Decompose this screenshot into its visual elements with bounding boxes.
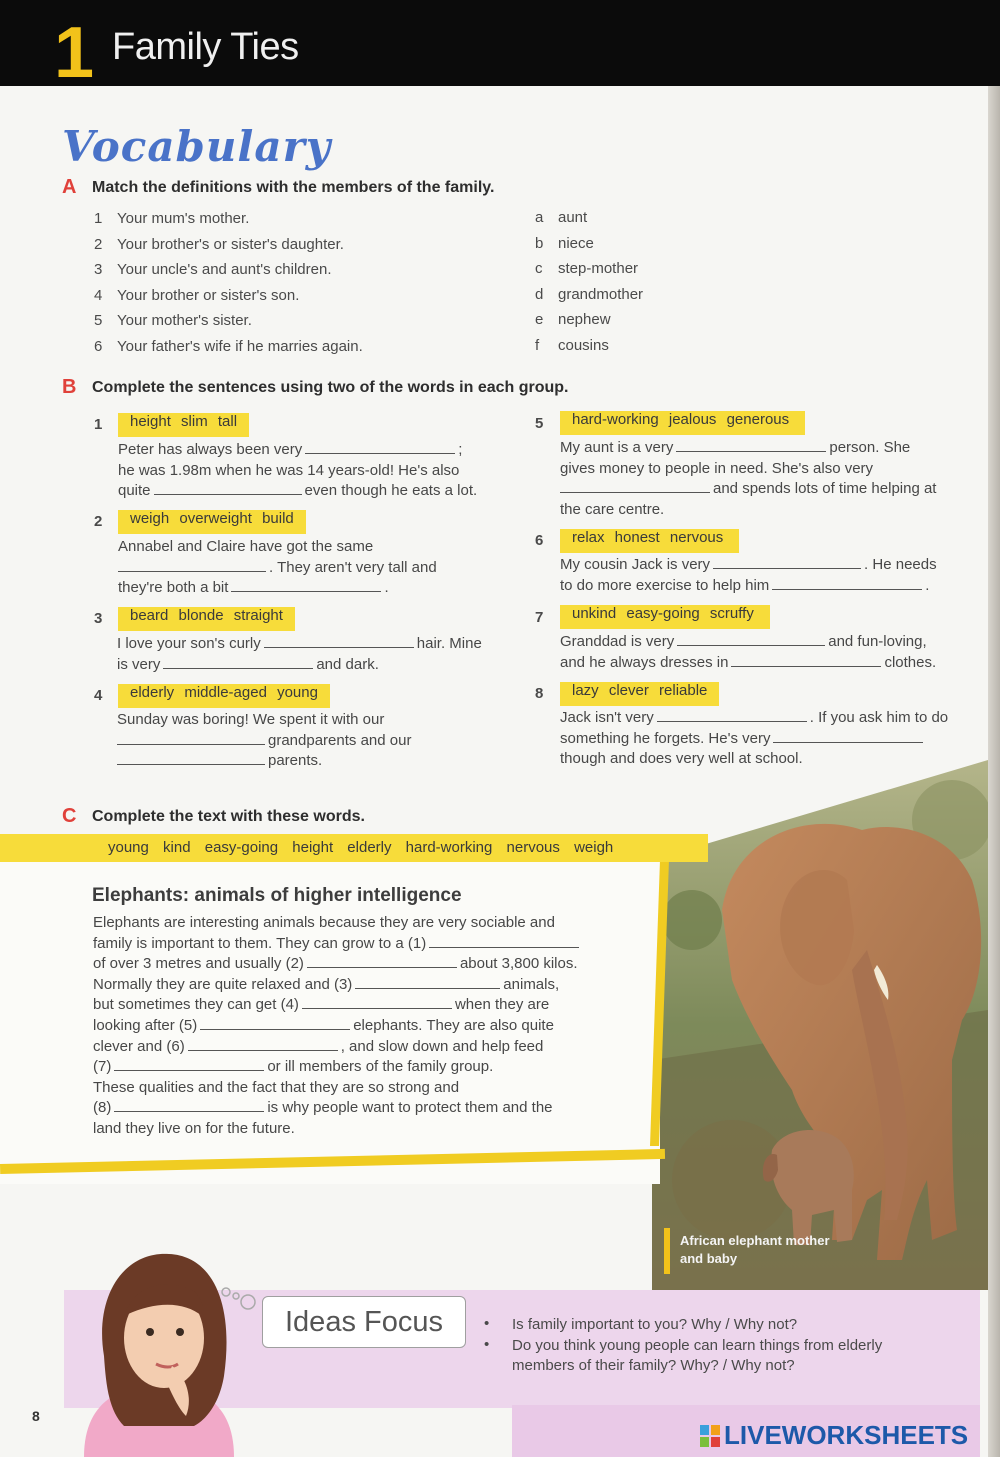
caption-bracket [664,1228,670,1274]
answer-letter: b [535,234,544,252]
answer-blank[interactable] [264,636,414,648]
b-word-group: elderly middle-aged young [118,684,330,708]
article-text-span: or ill members of the family group. [267,1058,494,1076]
definition-text: Your uncle's and aunt's children. [117,261,332,279]
answer-blank[interactable] [713,557,861,569]
b-word-group: lazy clever reliable [560,682,719,706]
b-text: . If you ask him to do [809,709,949,726]
b-text: is very [117,655,161,673]
article-text-span: is why people want to protect them and the [267,1099,553,1117]
b-text: parents. [268,752,323,769]
definition-text: Your brother's or sister's daughter. [117,235,344,253]
b-item-number: 2 [94,513,103,530]
page-number: 8 [32,1408,40,1424]
vocabulary-title: Vocabulary [62,122,332,171]
b-text: person. She [829,439,911,456]
b-text: and dark. [316,655,379,673]
b-item-number: 8 [535,685,544,702]
b-word-group: unkind easy-going scruffy [560,605,770,629]
answer-blank[interactable] [429,936,579,948]
section-c-letter: C [62,805,77,827]
b-text: the care centre. [560,500,665,518]
b-item-number: 4 [94,687,103,704]
discussion-question [512,1336,882,1376]
answer-letter: d [535,285,544,303]
answer-blank[interactable] [302,997,452,1009]
thought-bubbles-icon [220,1284,260,1314]
b-sentence [117,634,517,675]
answer-blank[interactable] [773,731,923,743]
answer-blank[interactable] [677,634,825,646]
answer-blank[interactable] [118,560,266,572]
b-text: though and does very well at school. [560,750,803,767]
b-item-number: 1 [94,416,103,433]
b-text: hair. Mine [416,635,482,652]
answer-blank[interactable] [772,578,922,590]
b-text: to do more exercise to help him [560,576,770,594]
girl-illustration [54,1246,264,1457]
definition-number: 3 [94,261,103,279]
b-text: ; [458,441,463,458]
chapter-title: Family Ties [112,26,299,68]
section-c-instruction: Complete the text with these words. [92,808,365,825]
article-text-span: of over 3 metres and usually (2) [93,955,304,973]
b-text: Jack isn't very [560,709,654,726]
b-item-number: 3 [94,610,103,627]
answer-blank[interactable] [114,1059,264,1071]
answer-word: step-mother [558,260,639,278]
article-text-span: , and slow down and help feed [340,1037,544,1055]
b-item-number: 5 [535,415,544,432]
answer-word: grandmother [558,285,644,303]
chapter-number: 1 [54,13,95,93]
section-a-letter: A [62,176,77,198]
word-bank: young kind easy-going height elderly hard-working nervous weigh [108,839,614,856]
caption-line: and baby [680,1251,738,1266]
ideas-focus-label: Ideas Focus [262,1296,466,1348]
section-b-instruction: Complete the sentences using two of the words in each group. [92,379,569,396]
b-text: I love your son's curly [117,635,261,652]
definition-number: 1 [94,210,103,227]
b-word-group: weigh overweight build [118,510,306,534]
answer-blank[interactable] [188,1039,338,1051]
b-word-group: height slim tall [118,413,249,437]
discussion-question: Is family important to you? Why / Why not? [512,1316,798,1333]
article-text-span: looking after (5) [93,1016,198,1034]
question-line: members of their family? Why? / Why not? [512,1357,795,1374]
b-text: gives money to people in need. She's also very [560,459,874,477]
article-text-span: (8) [93,1099,112,1117]
b-sentence [560,555,980,596]
b-text: quite [118,482,151,499]
answer-letter: e [535,311,544,329]
answer-blank[interactable] [355,977,500,989]
chapter-number-badge [52,13,95,93]
answer-blank[interactable] [231,580,381,592]
b-sentence [118,440,518,502]
article-text-span: Normally they are quite relaxed and (3) [93,975,353,993]
answer-letter: c [535,260,543,278]
definition-number: 5 [94,312,103,330]
b-text: Annabel and Claire have got the same [118,538,374,555]
answer-word: niece [558,234,594,252]
article-text-span: animals, [503,975,560,993]
b-text: he was 1.98m when he was 14 years-old! He's also [118,461,460,479]
article-text-span: clever and (6) [93,1037,185,1055]
article-line: land they live on for the future. [93,1119,295,1137]
b-text: and spends lots of time helping at [713,480,937,497]
definition-number: 2 [94,235,103,253]
liveworksheets-logo-icon [700,1425,720,1447]
b-text: . He needs [864,556,937,573]
answer-word: cousins [558,337,609,354]
b-text: grandparents and our [268,731,412,749]
answer-blank[interactable] [200,1018,350,1030]
article-title: Elephants: animals of higher intelligence [92,885,462,906]
article-text-span: but sometimes they can get (4) [93,996,299,1014]
answer-blank[interactable] [117,753,265,765]
b-item-number: 7 [535,609,544,626]
b-text: . [384,579,389,596]
answer-blank[interactable] [114,1100,264,1112]
article-text [93,913,653,1140]
article-text-span: family is important to them. They can grow to a (1) [93,934,427,952]
b-text: My cousin Jack is very [560,556,711,573]
article-line: These qualities and the fact that they are so strong and [93,1078,460,1096]
answer-blank[interactable] [657,710,807,722]
b-text: My aunt is a very [560,439,674,456]
definition-number: 6 [94,338,103,355]
section-b-letter: B [62,376,77,398]
article-text-span: elephants. They are also quite [353,1016,554,1034]
answer-letter: f [535,337,540,354]
definition-number: 4 [94,286,103,304]
b-word-group: relax honest nervous [560,529,739,553]
caption-line: African elephant mother [680,1233,830,1248]
b-word-group: hard-working jealous generous [560,411,805,435]
b-text: Peter has always been very [118,441,303,458]
b-text: . They aren't very tall and [269,558,437,576]
b-sentence [117,710,517,772]
answer-blank[interactable] [305,442,455,454]
b-text: and fun-loving, [828,633,927,650]
liveworksheets-logo: LIVEWORKSHEETS [724,1420,969,1450]
b-word-group: beard blonde straight [118,607,295,631]
photo-caption [680,1232,830,1268]
answer-blank[interactable] [154,483,302,495]
b-sentence [560,438,980,520]
definition-text: Your mother's sister. [117,312,252,330]
b-text: and he always dresses in [560,653,729,671]
answer-blank[interactable] [307,956,457,968]
b-text: they're both a bit [118,579,229,596]
article-text-span: (7) [93,1058,112,1076]
answer-blank[interactable] [731,655,881,667]
b-sentence [118,537,518,599]
answer-blank[interactable] [676,440,826,452]
b-text: clothes. [884,653,937,671]
article-text-span: about 3,800 kilos. [459,955,578,973]
definition-text: Your mum's mother. [117,210,250,227]
b-text: something he forgets. He's very [560,729,771,747]
b-text: . [925,576,930,594]
b-sentence [560,632,980,673]
b-text: Granddad is very [560,633,675,650]
article-text-span: when they are [454,996,550,1014]
b-item-number: 6 [535,532,544,549]
question-line: Do you think young people can learn things from elderly [512,1337,883,1354]
bullet-icon: • [484,1315,490,1332]
bullet-icon: • [484,1336,490,1353]
answer-word: nephew [558,311,611,329]
definition-text: Your brother or sister's son. [117,286,300,304]
b-text: even though he eats a lot. [304,482,478,499]
b-text: Sunday was boring! We spent it with our [117,711,385,728]
answer-blank[interactable] [560,481,710,493]
answer-blank[interactable] [163,657,313,669]
answer-letter: a [535,209,544,226]
answer-blank[interactable] [117,733,265,745]
section-a-instruction: Match the definitions with the members of the family. [92,179,495,196]
article-line: Elephants are interesting animals because they are very sociable and [93,914,555,931]
definition-text: Your father's wife if he marries again. [117,338,363,355]
answer-word: aunt [558,209,588,226]
page-edge [988,86,1000,1457]
